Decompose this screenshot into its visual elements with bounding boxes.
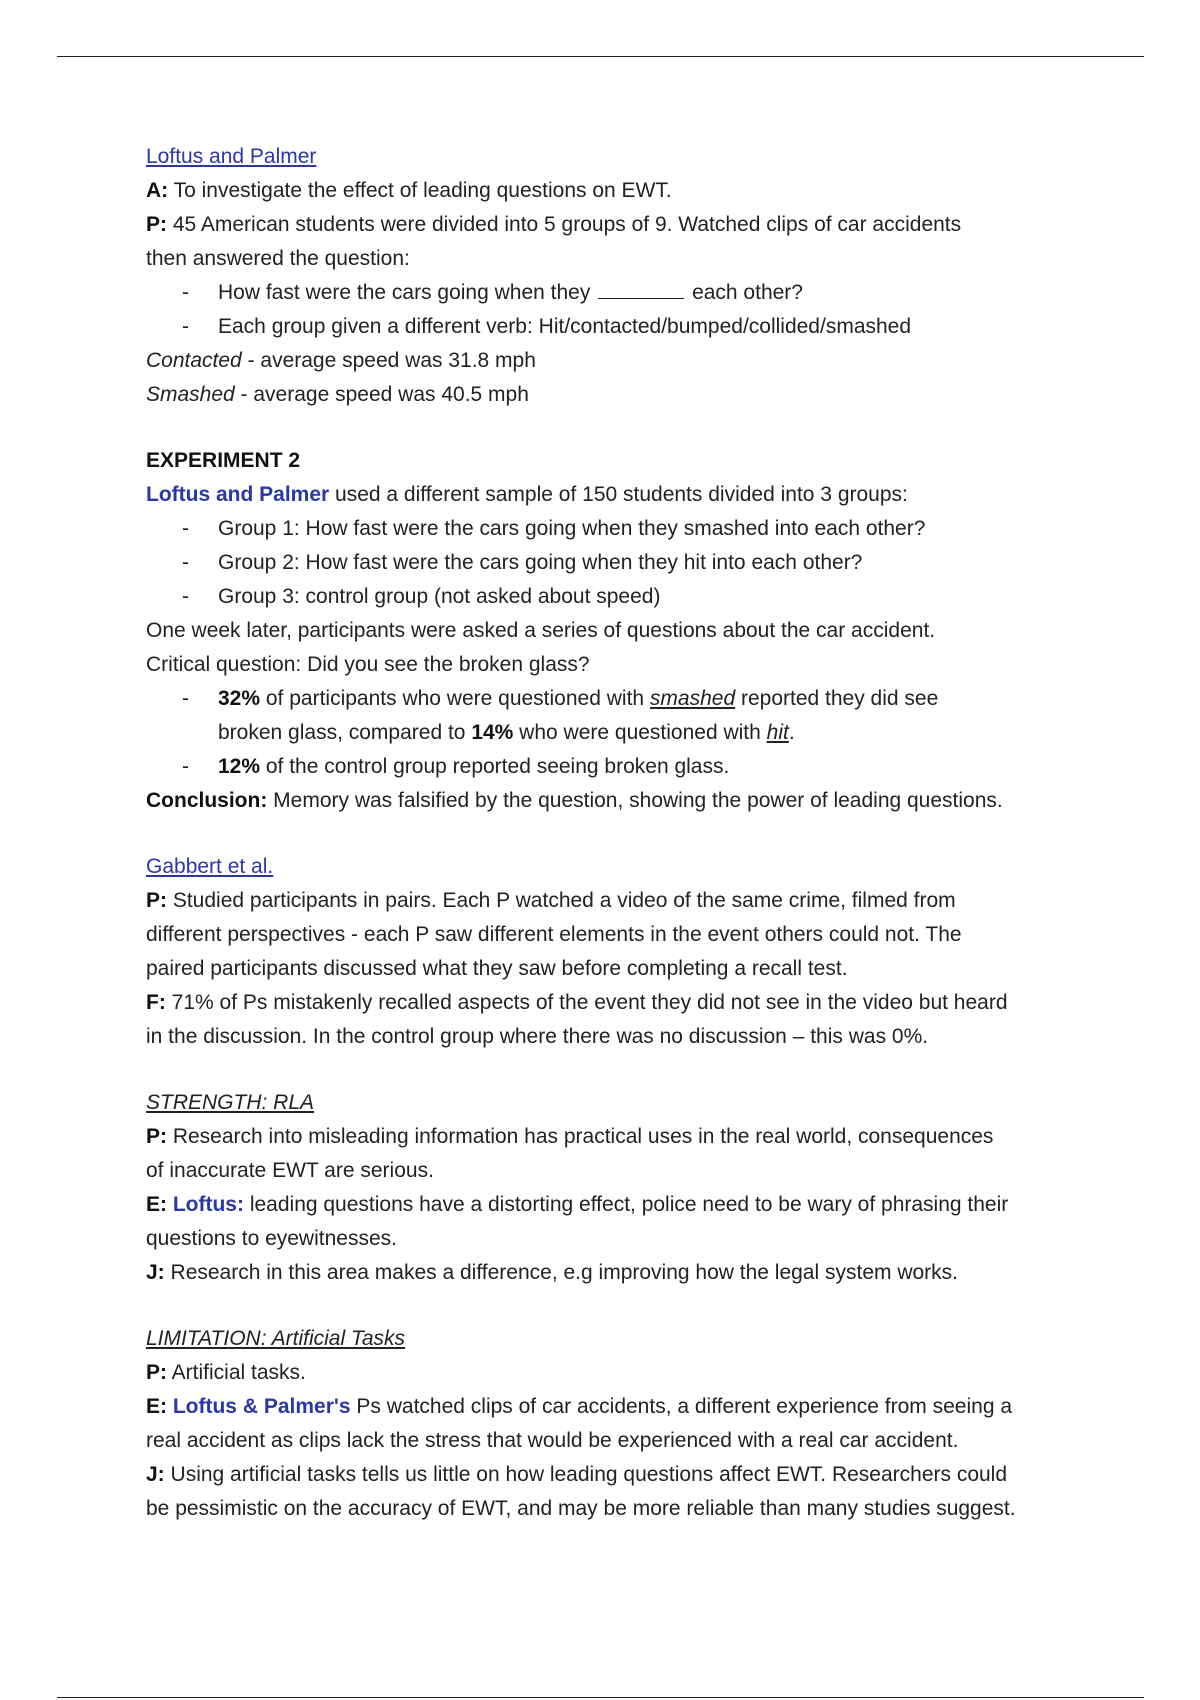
bullet-question-b: each other? — [692, 281, 803, 304]
bullet-finding-2 — [146, 750, 1086, 784]
group-2-text: Group 2: How fast were the cars going when they hit into each other? — [218, 551, 863, 574]
limitation-p-label: P: — [146, 1361, 167, 1384]
finding-2-pct: 12% — [218, 755, 261, 778]
finding-1-d: who were questioned with — [513, 721, 767, 744]
limitation-p1: Artificial tasks. — [167, 1361, 306, 1384]
limitation-j2: be pessimistic on the accuracy of EWT, and may be more reliable than many studies suggest. — [146, 1497, 1016, 1520]
one-week-later-text: One week later, participants were asked a series of questions about the car accident. — [146, 619, 936, 642]
gabbert-p1: Studied participants in pairs. Each P watched a video of the same crime, filmed from — [167, 889, 956, 912]
experiment-2-name: Loftus and Palmer — [146, 483, 330, 506]
gabbert-procedure-3 — [146, 952, 1086, 986]
result-contacted-verb: Contacted — [146, 349, 242, 372]
gabbert-procedure-2 — [146, 918, 1086, 952]
finding-1-word: smashed — [649, 687, 736, 710]
limitation-justify-2 — [146, 1492, 1086, 1526]
gabbert-f2: in the discussion. In the control group where there was no discussion – this was 0%. — [146, 1025, 929, 1048]
strength-point-1 — [146, 1120, 1086, 1154]
finding-1-e: . — [788, 721, 795, 744]
finding-1-pct: 32% — [218, 687, 261, 710]
gabbert-p2: different perspectives - each P saw different elements in the event others could not. The — [146, 923, 962, 946]
critical-question — [146, 648, 1086, 682]
group-3-text: Group 3: control group (not asked about speed) — [218, 585, 661, 608]
bullet-verbs — [146, 310, 1086, 344]
strength-evidence-2 — [146, 1222, 1086, 1256]
procedure-line-2 — [146, 242, 1086, 276]
experiment-2-intro — [146, 478, 1086, 512]
procedure-text-1: 45 American students were divided into 5 groups of 9. Watched clips of car accidents — [167, 213, 962, 236]
gabbert-findings-2 — [146, 1020, 1086, 1054]
finding-1-word-2: hit — [766, 721, 789, 744]
experiment-2-title: EXPERIMENT 2 — [146, 449, 301, 472]
bullet-group-3 — [146, 580, 1086, 614]
finding-1-c: broken glass, compared to — [218, 721, 472, 744]
strength-p-label: P: — [146, 1125, 167, 1148]
bullet-question-a: How fast were the cars going when they — [218, 281, 591, 304]
bullet-dash: - — [182, 281, 189, 304]
gabbert-f1: 71% of Ps mistakenly recalled aspects of the event they did not see in the video but heard — [165, 991, 1008, 1014]
limitation-e-label: E: — [146, 1395, 167, 1418]
finding-2-text: of the control group reported seeing broken glass. — [260, 755, 730, 778]
limitation-j-label: J: — [146, 1463, 165, 1486]
document-body — [146, 140, 1086, 1526]
strength-e-label: E: — [146, 1193, 167, 1216]
loftus-palmer-link[interactable]: Loftus and Palmer — [146, 145, 317, 168]
gabbert-p-label: P: — [146, 889, 167, 912]
procedure-label: P: — [146, 213, 167, 236]
limitation-title: LIMITATION: Artificial Tasks — [146, 1327, 406, 1350]
strength-j1: Research in this area makes a difference, e.g improving how the legal system works. — [164, 1261, 959, 1284]
result-contacted-text: - average speed was 31.8 mph — [241, 349, 536, 372]
result-smashed-verb: Smashed — [146, 383, 235, 406]
fill-in-blank — [598, 280, 684, 299]
limitation-heading — [146, 1322, 1086, 1356]
group-1-text: Group 1: How fast were the cars going when they smashed into each other? — [218, 517, 926, 540]
strength-e-name: Loftus: — [167, 1193, 244, 1216]
strength-e2: questions to eyewitnesses. — [146, 1227, 397, 1250]
conclusion-text: Memory was falsified by the question, showing the power of leading questions. — [267, 789, 1003, 812]
bullet-dash: - — [182, 585, 189, 608]
limitation-point — [146, 1356, 1086, 1390]
gabbert-procedure-1 — [146, 884, 1086, 918]
experiment-2-heading — [146, 444, 1086, 478]
strength-title: STRENGTH: RLA — [146, 1091, 315, 1114]
aim-text: To investigate the effect of leading questions on EWT. — [168, 179, 672, 202]
gabbert-f-label: F: — [146, 991, 166, 1014]
aim-label: A: — [146, 179, 169, 202]
limitation-j1: Using artificial tasks tells us little on how leading questions affect EWT. Researchers could — [164, 1463, 1008, 1486]
header-rule — [57, 56, 1144, 57]
one-week-later — [146, 614, 1086, 648]
section-title-loftus-palmer[interactable] — [146, 140, 1086, 174]
limitation-evidence-1 — [146, 1390, 1086, 1424]
aim-line — [146, 174, 1086, 208]
limitation-e-name: Loftus & Palmer's — [167, 1395, 351, 1418]
bullet-dash: - — [182, 755, 189, 778]
bullet-verbs-text: Each group given a different verb: Hit/contacted/bumped/collided/smashed — [218, 315, 912, 338]
strength-p1: Research into misleading information has practical uses in the real world, consequences — [167, 1125, 994, 1148]
result-contacted — [146, 344, 1086, 378]
finding-1-pct-2: 14% — [471, 721, 514, 744]
limitation-e1: Ps watched clips of car accidents, a different experience from seeing a — [350, 1395, 1013, 1418]
gabbert-link[interactable]: Gabbert et al. — [146, 855, 274, 878]
strength-heading — [146, 1086, 1086, 1120]
bullet-finding-1-cont — [146, 716, 1086, 750]
bullet-question — [146, 276, 1086, 310]
limitation-justify-1 — [146, 1458, 1086, 1492]
gabbert-p3: paired participants discussed what they saw before completing a recall test. — [146, 957, 848, 980]
bullet-group-2 — [146, 546, 1086, 580]
result-smashed-text: - average speed was 40.5 mph — [234, 383, 529, 406]
bullet-dash: - — [182, 551, 189, 574]
strength-point-2 — [146, 1154, 1086, 1188]
strength-j-label: J: — [146, 1261, 165, 1284]
critical-question-text: Critical question: Did you see the broken glass? — [146, 653, 590, 676]
procedure-line-1 — [146, 208, 1086, 242]
gabbert-findings-1 — [146, 986, 1086, 1020]
bullet-finding-1 — [146, 682, 1086, 716]
footer-rule — [57, 1697, 1144, 1698]
limitation-e2: real accident as clips lack the stress that would be experienced with a real car accident. — [146, 1429, 959, 1452]
experiment-2-intro-text: used a different sample of 150 students divided into 3 groups: — [329, 483, 908, 506]
bullet-dash: - — [182, 687, 189, 710]
strength-e1: leading questions have a distorting effect, police need to be wary of phrasing their — [243, 1193, 1009, 1216]
bullet-group-1 — [146, 512, 1086, 546]
conclusion-label: Conclusion: — [146, 789, 268, 812]
finding-1-b: reported they did see — [735, 687, 939, 710]
limitation-evidence-2 — [146, 1424, 1086, 1458]
bullet-dash: - — [182, 517, 189, 540]
strength-evidence-1 — [146, 1188, 1086, 1222]
section-title-gabbert[interactable] — [146, 850, 1086, 884]
finding-1-a: of participants who were questioned with — [260, 687, 650, 710]
strength-p2: of inaccurate EWT are serious. — [146, 1159, 434, 1182]
result-smashed — [146, 378, 1086, 412]
conclusion-line — [146, 784, 1086, 818]
strength-justify — [146, 1256, 1086, 1290]
procedure-text-2: then answered the question: — [146, 247, 410, 270]
bullet-dash: - — [182, 315, 189, 338]
